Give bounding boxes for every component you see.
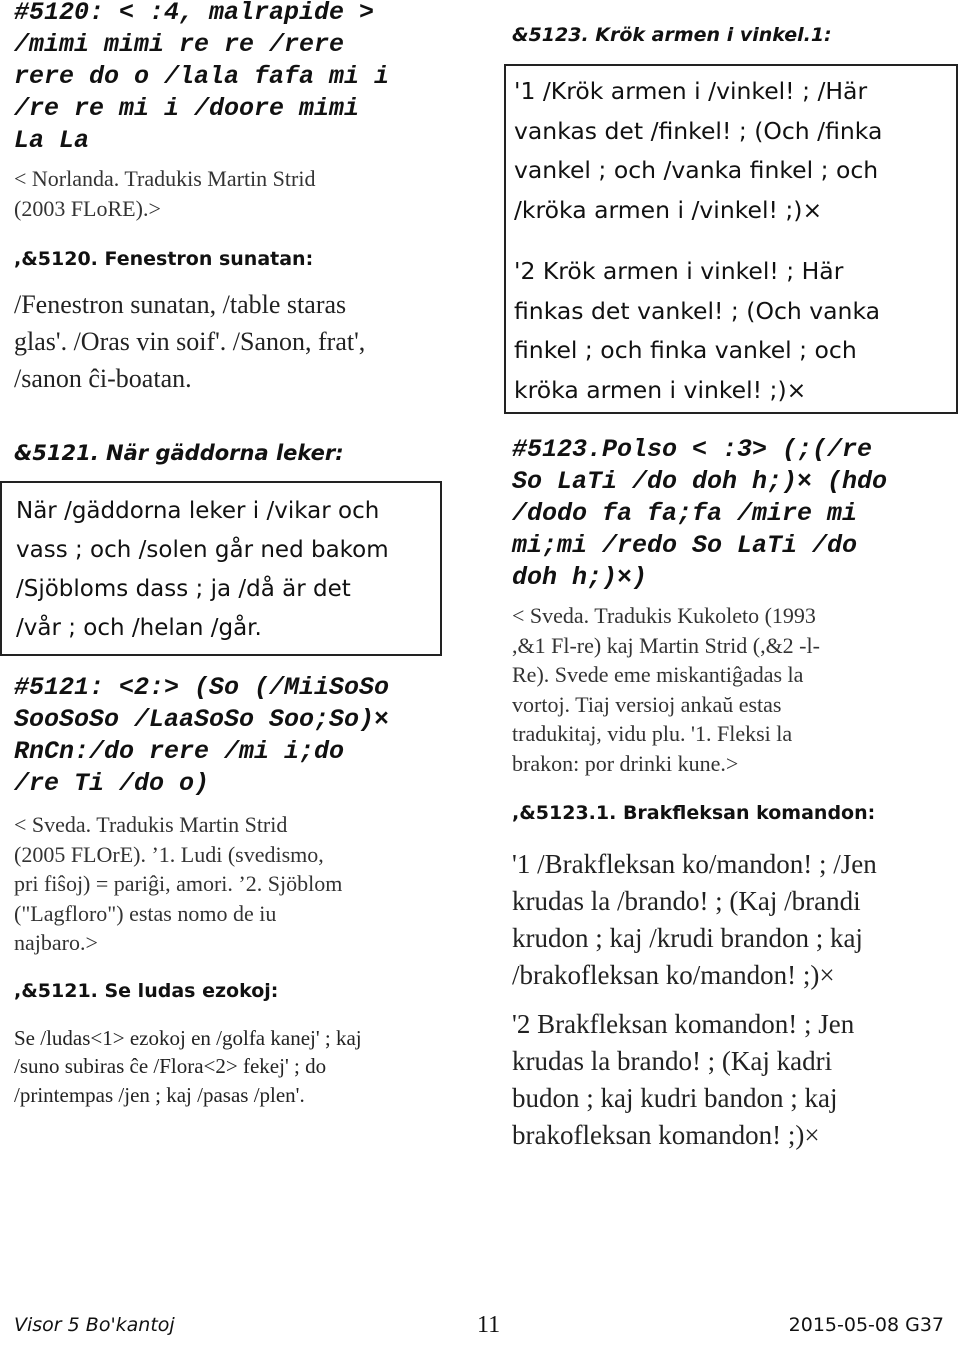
note-line: < Norlanda. Tradukis Martin Strid <box>14 166 316 191</box>
lyric-line: brakofleksan komandon! ;)× <box>512 1120 820 1150</box>
lyric-line: budon ; kaj kudri bandon ; kaj <box>512 1083 838 1113</box>
song3-heading: &5123. Krök armen i vinkel.1: <box>512 24 832 46</box>
lyric-line: '1 /Krök armen i /vinkel! ; /Här <box>514 77 868 105</box>
lyric-line: vankas det /finkel! ; (Och /finka <box>514 116 883 145</box>
lyric-line: '2 Brakfleksan komandon! ; Jen <box>512 1009 855 1039</box>
lyric-line: /Fenestron sunatan, /table staras <box>14 290 347 319</box>
song2-heading: &5121. När gäddorna leker: <box>14 441 344 465</box>
song1-music-code <box>14 0 454 157</box>
note-line: ("Lagfloro") estas nomo de iu <box>14 900 277 926</box>
note-line: ,&1 Fl-re) kaj Martin Strid (,&2 -l- <box>512 632 820 658</box>
code-line: La La <box>14 126 90 155</box>
lyric-line: /printempas /jen ; kaj /pasas /plen'. <box>14 1082 305 1107</box>
lyric-line: krudas la /brando! ; (Kaj /brandi <box>512 886 861 916</box>
lyric-line: vass ; och /solen går ned bakom <box>16 537 389 563</box>
code-line: #5123.Polso < :3> (;(/re <box>512 435 873 464</box>
lyric-line: När /gäddorna leker i /vikar och <box>16 498 380 524</box>
lyric-line: /brakofleksan ko/mandon! ;)× <box>512 960 835 990</box>
note-line: tradukitaj, vidu plu. '1. Fleksi la <box>512 721 793 746</box>
eo-verse-2 <box>512 1006 952 1154</box>
song2-note <box>14 810 454 958</box>
lyric-line: /suno subiras ĉe /Flora<2> fekej' ; do <box>14 1054 327 1078</box>
code-line: /re Ti /do o) <box>14 769 210 798</box>
code-line: #5120: < :4, malrapide > <box>14 0 375 27</box>
right-column <box>512 0 952 1154</box>
code-line: SooSoSo /LaaSoSo Soo;So)× <box>14 705 390 734</box>
note-line: (2003 FLoRE).> <box>14 196 161 221</box>
note-line: Re). Svede eme miskantiĝadas la <box>512 662 804 687</box>
code-line: /mimi mimi re re /rere <box>14 30 345 59</box>
note-line: brakon: por drinki kune.> <box>512 750 739 776</box>
lyric-line: kröka armen i vinkel! ;)× <box>514 375 807 404</box>
verse-1 <box>514 72 948 230</box>
code-line: rere do o /lala fafa mi i <box>14 62 390 91</box>
lyric-line: glas'. /Oras vin soif'. /Sanon, frat', <box>14 327 366 356</box>
note-line: < Sveda. Tradukis Martin Strid <box>14 812 288 837</box>
lyric-line: finkel ; och finka vankel ; och <box>514 336 857 364</box>
lyric-line: Se /ludas<1> ezokoj en /golfa kanej' ; kaj <box>14 1025 362 1050</box>
code-line: /re re mi i /doore mimi <box>14 94 360 123</box>
note-line: (2005 FLOrE). ’1. Ludi (svedismo, <box>14 841 324 867</box>
song3-music-code <box>512 434 952 594</box>
song3-lyrics-box <box>504 64 958 414</box>
code-line: /dodo fa fa;fa /mire mi <box>512 499 858 528</box>
song1-lyrics <box>14 286 454 397</box>
note-line: najbaro.> <box>14 930 98 955</box>
lyric-line: '1 /Brakfleksan ko/mandon! ; /Jen <box>512 849 877 879</box>
song1-note <box>14 164 454 224</box>
lyric-line: /kröka armen i /vinkel! ;)× <box>514 195 823 224</box>
song2-eo-heading: ,&5121. Se ludas ezokoj: <box>14 979 279 1002</box>
lyric-line: '2 Krök armen i vinkel! ; Här <box>514 257 844 285</box>
lyric-line: finkas det vankel! ; (Och vanka <box>514 296 881 325</box>
note-line: < Sveda. Tradukis Kukoleto (1993 <box>512 603 816 628</box>
lyric-line: /vår ; och /helan /går. <box>16 615 262 641</box>
page-number: 11 <box>477 1312 501 1338</box>
code-line: doh h;)×) <box>512 563 648 592</box>
lyric-line: /sanon ĉi-boatan. <box>14 364 192 393</box>
verse-2 <box>514 252 948 410</box>
left-column <box>14 0 454 1109</box>
footer-left: Visor 5 Bo'kantoj <box>14 1314 175 1336</box>
song1-heading: ,&5120. Fenestron sunatan: <box>14 248 314 270</box>
lyric-line: /Sjöbloms dass ; ja /då är det <box>16 576 351 602</box>
code-line: #5121: <2:> (So (/MiiSoSo <box>14 673 390 702</box>
note-line: vortoj. Tiaj versioj ankaŭ estas <box>512 691 782 717</box>
song3-eo-heading: ,&5123.1. Brakfleksan komandon: <box>512 802 876 824</box>
code-line: So LaTi /do doh h;)× (hdo <box>512 467 888 496</box>
song2-eo-lyrics <box>14 1024 454 1110</box>
song3-note <box>512 601 952 778</box>
lyric-line: vankel ; och /vanka finkel ; och <box>514 156 879 184</box>
note-line: pri fiŝoj) = pariĝi, amori. ’2. Sjöblom <box>14 871 343 896</box>
code-line: mi;mi /redo So LaTi /do <box>512 531 858 560</box>
eo-verse-1 <box>512 846 952 994</box>
lyric-line: krudas la brando! ; (Kaj kadri <box>512 1046 833 1076</box>
song2-lyrics-box <box>0 481 442 656</box>
footer-right: 2015-05-08 G37 <box>788 1314 944 1336</box>
code-line: RnCn:/do rere /mi i;do <box>14 737 345 766</box>
song3-eo-lyrics <box>512 846 952 1154</box>
song2-music-code <box>14 672 454 800</box>
lyric-line: krudon ; kaj /krudi brandon ; kaj <box>512 923 863 953</box>
